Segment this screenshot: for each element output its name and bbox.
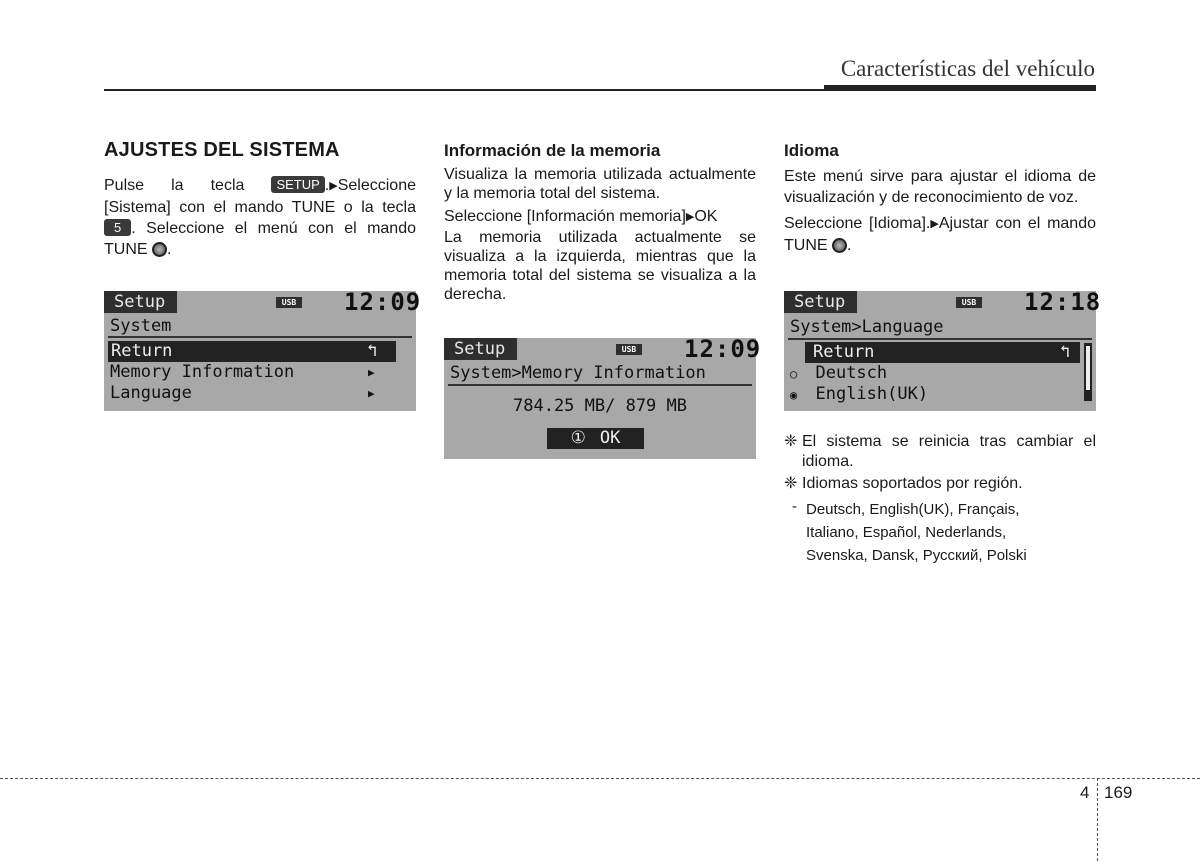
ok-button[interactable]: ① OK	[547, 428, 644, 449]
setup-key: SETUP	[271, 176, 324, 193]
return-icon[interactable]: ↰	[348, 341, 396, 362]
chapter-number: 4	[1080, 783, 1090, 802]
screen-path: System>Memory Information	[450, 363, 706, 383]
screen-divider	[108, 336, 412, 338]
menu-item-memory-information[interactable]: Memory Information	[110, 362, 295, 382]
screen-tab: Setup	[104, 291, 177, 313]
memory-information-screen	[444, 335, 762, 459]
note-mark-icon: ❈	[784, 433, 798, 450]
usb-icon: USB	[616, 344, 642, 355]
usb-icon: USB	[956, 297, 982, 308]
instruction-paragraph: Seleccione [Información memoria]▶OK	[444, 206, 756, 228]
arrow-icon: ▶	[685, 211, 695, 223]
menu-item-return[interactable]: Return ↰	[805, 342, 1080, 363]
section-ajustes-sistema	[104, 140, 416, 260]
section-heading: AJUSTES DEL SISTEMA	[104, 139, 340, 161]
screen-clock: 12:09	[684, 335, 762, 363]
screen-clock: 12:18	[1024, 288, 1102, 316]
screen-tab: Setup	[444, 338, 517, 360]
header-rule-accent	[824, 85, 1096, 91]
screen-tab: Setup	[784, 291, 857, 313]
paragraph: Visualiza la memoria utilizada actualmente y la memoria total del sistema.	[444, 166, 756, 202]
page-number: 169	[1104, 783, 1133, 802]
footer-divider	[1097, 778, 1098, 861]
number-key: 5	[104, 219, 131, 236]
radio-english-uk[interactable]: ◉ English(UK)	[790, 384, 929, 404]
number-one-icon: ①	[570, 428, 586, 448]
screen-divider	[788, 338, 1092, 340]
instruction-paragraph: Seleccione [Idioma].▶Ajustar con el mando TUNE .	[784, 215, 1097, 254]
menu-item-return[interactable]: Return	[108, 341, 349, 362]
paragraph: Este menú sirve para ajustar el idioma de visualización y de reconocimiento de voz.	[784, 168, 1096, 206]
section-informacion-memoria	[444, 140, 756, 304]
note-mark-icon: ❈	[784, 475, 798, 492]
footer-rule	[0, 778, 1200, 779]
running-header-title: Características del vehículo	[840, 56, 1095, 81]
menu-item-language[interactable]: Language	[110, 383, 192, 403]
paragraph: La memoria utilizada actualmente se visualiza a la izquierda, mientras que la memoria total del sistema se visualiza a la derecha.	[444, 229, 756, 303]
arrow-icon: ▶	[329, 180, 338, 192]
language-screen	[784, 288, 1102, 411]
section-heading: Información de la memoria	[444, 141, 661, 160]
chevron-right-icon: ▶	[368, 387, 375, 400]
chevron-right-icon: ▶	[368, 366, 375, 379]
screen-path: System	[110, 316, 172, 336]
return-icon: ↰	[1059, 342, 1070, 362]
supported-languages: - Deutsch, English(UK), Français, Italiano, Español, Nederlands, Svenska, Dansk, Русский, Polski	[792, 498, 1027, 564]
arrow-icon: ▶	[930, 218, 939, 230]
setup-system-screen	[104, 288, 422, 411]
screen-clock: 12:09	[344, 288, 422, 316]
note: ❈ Idiomas soportados por región.	[784, 475, 1023, 492]
radio-unselected-icon: ○	[790, 367, 798, 381]
instruction-paragraph: Pulse la tecla SETUP .▶Seleccione [Sistema] con el mando TUNE o la tecla 5 . Seleccione el menú con el mando TUNE .	[104, 177, 416, 258]
radio-selected-icon: ◉	[790, 388, 798, 402]
idioma-notes	[784, 432, 1096, 567]
note: ❈ El sistema se reinicia tras cambiar el idioma.	[784, 433, 1096, 470]
screen-divider	[448, 384, 752, 386]
memory-usage-value: 784.25 MB/ 879 MB	[513, 396, 687, 416]
section-idioma	[784, 140, 1096, 256]
tune-knob-icon	[832, 238, 847, 253]
section-heading: Idioma	[784, 141, 839, 160]
scrollbar[interactable]	[1084, 343, 1092, 401]
tune-knob-icon	[152, 242, 167, 257]
screen-path: System>Language	[790, 317, 944, 337]
radio-deutsch[interactable]: ○ Deutsch	[790, 363, 888, 383]
usb-icon: USB	[276, 297, 302, 308]
scrollbar-thumb[interactable]	[1086, 346, 1090, 390]
